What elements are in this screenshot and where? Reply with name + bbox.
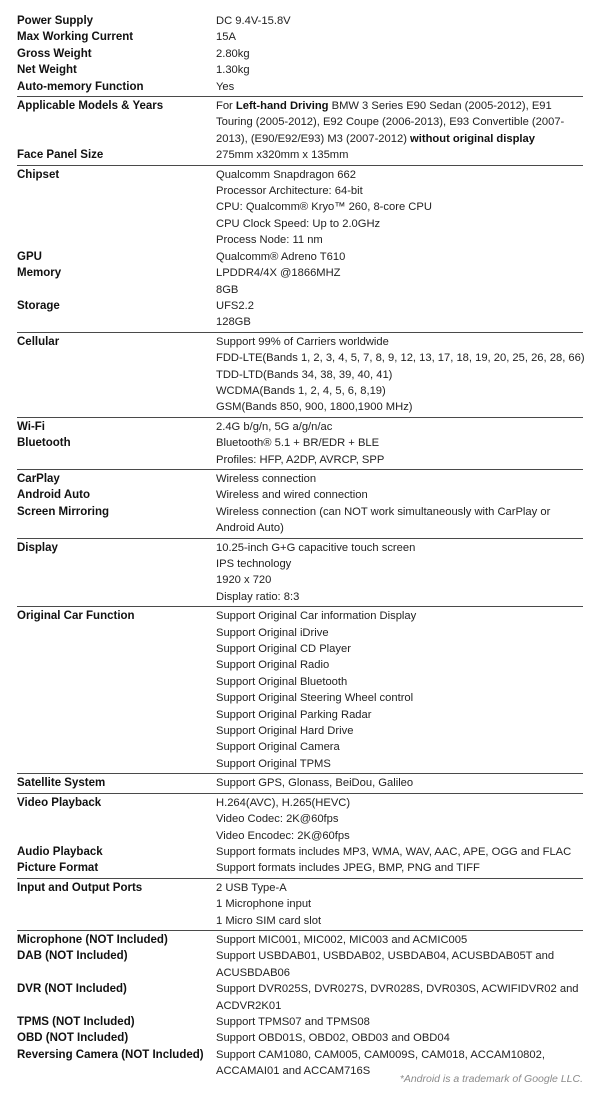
label-chipset: Chipset — [17, 168, 60, 181]
memory-line: 8GB — [216, 283, 239, 296]
row-satellite — [17, 775, 583, 791]
value-face-panel: 275mm x320mm x 135mm — [216, 149, 349, 162]
label-carplay: CarPlay — [17, 472, 60, 485]
original-function-line: Support Original CD Player — [216, 643, 351, 656]
value-gpu: Qualcomm® Adreno T610 — [216, 250, 346, 263]
value-video-playback — [216, 795, 583, 844]
value-cellular — [216, 334, 585, 416]
group-display — [17, 540, 583, 608]
row-net-weight — [17, 62, 583, 78]
cellular-line: FDD-LTE(Bands 1, 2, 3, 4, 5, 7, 8, 9, 12, 13, 17, 18, 19, 20, 25, 26, 28, 66) — [216, 352, 585, 365]
chipset-line: Processor Architecture: 64-bit — [216, 185, 363, 198]
row-auto-memory — [17, 79, 583, 95]
row-applicable-models — [17, 98, 583, 147]
label-screen-mirroring: Screen Mirroring — [17, 505, 110, 518]
label-obd: OBD (NOT Included) — [17, 1032, 129, 1045]
models-list: BMW 3 Series E90 Sedan (2005-2012), E91 Touring (2005-2012), E92 Coupe (2006-2013), E93 Convertible (2007-2013), (E90/E92/E93) M3 (2007-2012) — [216, 100, 565, 145]
video-playback-line: H.264(AVC), H.265(HEVC) — [216, 796, 351, 809]
label-video-playback: Video Playback — [17, 796, 102, 809]
original-function-line: Support Original Parking Radar — [216, 708, 372, 721]
original-function-line: Support Original Camera — [216, 741, 340, 754]
value-screen-mirroring — [216, 504, 583, 537]
bluetooth-line: Bluetooth® 5.1 + BR/EDR + BLE — [216, 437, 380, 450]
group-wireless — [17, 419, 583, 470]
label-reversing-camera: Reversing Camera (NOT Included) — [17, 1048, 204, 1061]
value-picture-format: Support formats includes JPEG, BMP, PNG and TIFF — [216, 862, 480, 875]
bluetooth-line: Profiles: HFP, A2DP, AVRCP, SPP — [216, 453, 385, 466]
label-power-supply: Power Supply — [17, 15, 94, 27]
row-gpu — [17, 249, 583, 265]
group-models — [17, 98, 583, 166]
original-function-line: Support Original iDrive — [216, 626, 329, 639]
row-android-auto — [17, 487, 583, 503]
group-accessories — [17, 932, 583, 1081]
memory-line: LPDDR4/4X @1866MHZ — [216, 267, 341, 280]
value-android-auto: Wireless and wired connection — [216, 489, 368, 502]
row-wifi — [17, 419, 583, 435]
row-io-ports — [17, 880, 583, 929]
label-android-auto: Android Auto — [17, 489, 91, 502]
label-satellite: Satellite System — [17, 777, 106, 790]
row-original-car-function — [17, 608, 583, 772]
value-dvr — [216, 981, 583, 1014]
dab-text: Support USBDAB01, USBDAB02, USBDAB04, ACUSBDAB05T and ACUSBDAB06 — [216, 950, 555, 979]
label-tpms: TPMS (NOT Included) — [17, 1015, 135, 1028]
label-net-weight: Net Weight — [17, 64, 77, 77]
label-face-panel: Face Panel Size — [17, 149, 104, 162]
spec-table — [17, 13, 583, 1082]
value-original-car-function — [216, 608, 583, 772]
value-storage — [216, 298, 583, 331]
original-function-line: Support Original Bluetooth — [216, 675, 348, 688]
io-port-line: 1 Micro SIM card slot — [216, 914, 322, 927]
value-max-working-current: 15A — [216, 31, 236, 44]
display-line: IPS technology — [216, 558, 292, 570]
label-microphone: Microphone (NOT Included) — [17, 933, 168, 946]
row-video-playback — [17, 795, 583, 844]
value-chipset — [216, 167, 583, 249]
chipset-line: CPU: Qualcomm® Kryo™ 260, 8-core CPU — [216, 201, 432, 214]
row-memory — [17, 265, 583, 298]
value-obd: Support OBD01S, OBD02, OBD03 and OBD04 — [216, 1032, 450, 1045]
group-power — [17, 13, 583, 97]
label-dvr: DVR (NOT Included) — [17, 983, 127, 996]
label-auto-memory: Auto-memory Function — [17, 80, 144, 93]
row-microphone — [17, 932, 583, 948]
io-port-line: 2 USB Type-A — [216, 881, 287, 894]
original-function-line: Support Original Radio — [216, 659, 330, 672]
label-applicable-models: Applicable Models & Years — [17, 100, 164, 113]
group-media — [17, 795, 583, 879]
value-net-weight: 1.30kg — [216, 64, 250, 77]
cellular-line: TDD-LTD(Bands 34, 38, 39, 40, 41) — [216, 368, 393, 381]
value-memory — [216, 265, 583, 298]
display-line: 10.25-inch G+G capacitive touch screen — [216, 541, 416, 554]
label-memory: Memory — [17, 267, 62, 280]
storage-line: 128GB — [216, 316, 251, 329]
value-applicable-models — [216, 98, 583, 147]
row-audio-playback — [17, 844, 583, 860]
row-gross-weight — [17, 46, 583, 62]
display-line: Display ratio: 8:3 — [216, 590, 300, 603]
group-satellite — [17, 775, 583, 793]
row-bluetooth — [17, 435, 583, 468]
label-dab: DAB (NOT Included) — [17, 950, 128, 963]
row-obd — [17, 1030, 583, 1046]
label-cellular: Cellular — [17, 335, 60, 348]
group-cellular — [17, 334, 583, 418]
label-gross-weight: Gross Weight — [17, 47, 92, 60]
label-bluetooth: Bluetooth — [17, 437, 71, 450]
label-wifi: Wi-Fi — [17, 420, 45, 433]
row-chipset — [17, 167, 583, 249]
cellular-line: GSM(Bands 850, 900, 1800,1900 MHz) — [216, 401, 413, 414]
row-dab — [17, 948, 583, 981]
value-bluetooth — [216, 435, 583, 468]
applicable-models-text — [216, 98, 583, 147]
value-display — [216, 540, 583, 606]
value-power-supply: DC 9.4V-15.8V — [216, 15, 291, 27]
row-face-panel — [17, 147, 583, 163]
screen-mirroring-text: Wireless connection (can NOT work simultaneously with CarPlay or Android Auto) — [216, 505, 551, 535]
value-dab — [216, 948, 583, 981]
cellular-line: WCDMA(Bands 1, 2, 4, 5, 6, 8,19) — [216, 384, 386, 397]
label-picture-format: Picture Format — [17, 862, 99, 875]
group-ports — [17, 880, 583, 931]
video-playback-line: Video Codec: 2K@60fps — [216, 813, 339, 826]
label-storage: Storage — [17, 299, 60, 312]
value-gross-weight: 2.80kg — [216, 47, 250, 60]
storage-line: UFS2.2 — [216, 299, 254, 312]
value-tpms: Support TPMS07 and TPMS08 — [216, 1015, 370, 1028]
label-gpu: GPU — [17, 250, 42, 263]
dvr-text: Support DVR025S, DVR027S, DVR028S, DVR030S, ACWIFIDVR02 and ACDVR2K01 — [216, 983, 579, 1012]
row-max-working-current — [17, 29, 583, 45]
row-power-supply — [17, 13, 583, 29]
row-screen-mirroring — [17, 504, 583, 537]
io-port-line: 1 Microphone input — [216, 898, 312, 911]
original-function-line: Support Original Steering Wheel control — [216, 692, 414, 705]
models-without-display: without original display — [410, 132, 535, 145]
row-cellular — [17, 334, 583, 416]
group-connectivity — [17, 471, 583, 539]
label-display: Display — [17, 541, 58, 554]
cellular-line: Support 99% of Carriers worldwide — [216, 335, 389, 348]
chipset-line: Qualcomm Snapdragon 662 — [216, 168, 356, 181]
value-wifi: 2.4G b/g/n, 5G a/g/n/ac — [216, 420, 333, 433]
original-function-line: Support Original Hard Drive — [216, 725, 354, 738]
reversing-camera-text: Support CAM1080, CAM005, CAM009S, CAM018, ACCAM10802, ACCAMAI01 and ACCAM716S — [216, 1048, 545, 1078]
row-dvr — [17, 981, 583, 1014]
chipset-line: CPU Clock Speed: Up to 2.0GHz — [216, 217, 381, 230]
row-storage — [17, 298, 583, 331]
label-max-working-current: Max Working Current — [17, 31, 134, 44]
models-prefix: For — [216, 100, 236, 113]
group-original-car — [17, 608, 583, 774]
row-tpms — [17, 1014, 583, 1030]
value-microphone: Support MIC001, MIC002, MIC003 and ACMIC005 — [216, 933, 468, 946]
row-picture-format — [17, 860, 583, 876]
row-carplay — [17, 471, 583, 487]
display-line: 1920 x 720 — [216, 574, 272, 587]
value-audio-playback: Support formats includes MP3, WMA, WAV, AAC, APE, OGG and FLAC — [216, 845, 572, 858]
row-display — [17, 540, 583, 606]
group-hardware — [17, 167, 583, 333]
label-audio-playback: Audio Playback — [17, 845, 103, 858]
value-satellite: Support GPS, Glonass, BeiDou, Galileo — [216, 777, 414, 790]
original-function-line: Support Original Car information Display — [216, 610, 417, 623]
value-auto-memory: Yes — [216, 80, 235, 93]
trademark-footnote: *Android is a trademark of Google LLC. — [399, 1073, 583, 1085]
label-original-car-function: Original Car Function — [17, 610, 135, 623]
label-io-ports: Input and Output Ports — [17, 881, 143, 894]
video-playback-line: Video Encodec: 2K@60fps — [216, 829, 350, 842]
value-carplay: Wireless connection — [216, 472, 317, 485]
original-function-line: Support Original TPMS — [216, 757, 331, 770]
models-left-hand: Left-hand Driving — [235, 100, 329, 113]
value-io-ports — [216, 880, 583, 929]
chipset-line: Process Node: 11 nm — [216, 234, 323, 247]
